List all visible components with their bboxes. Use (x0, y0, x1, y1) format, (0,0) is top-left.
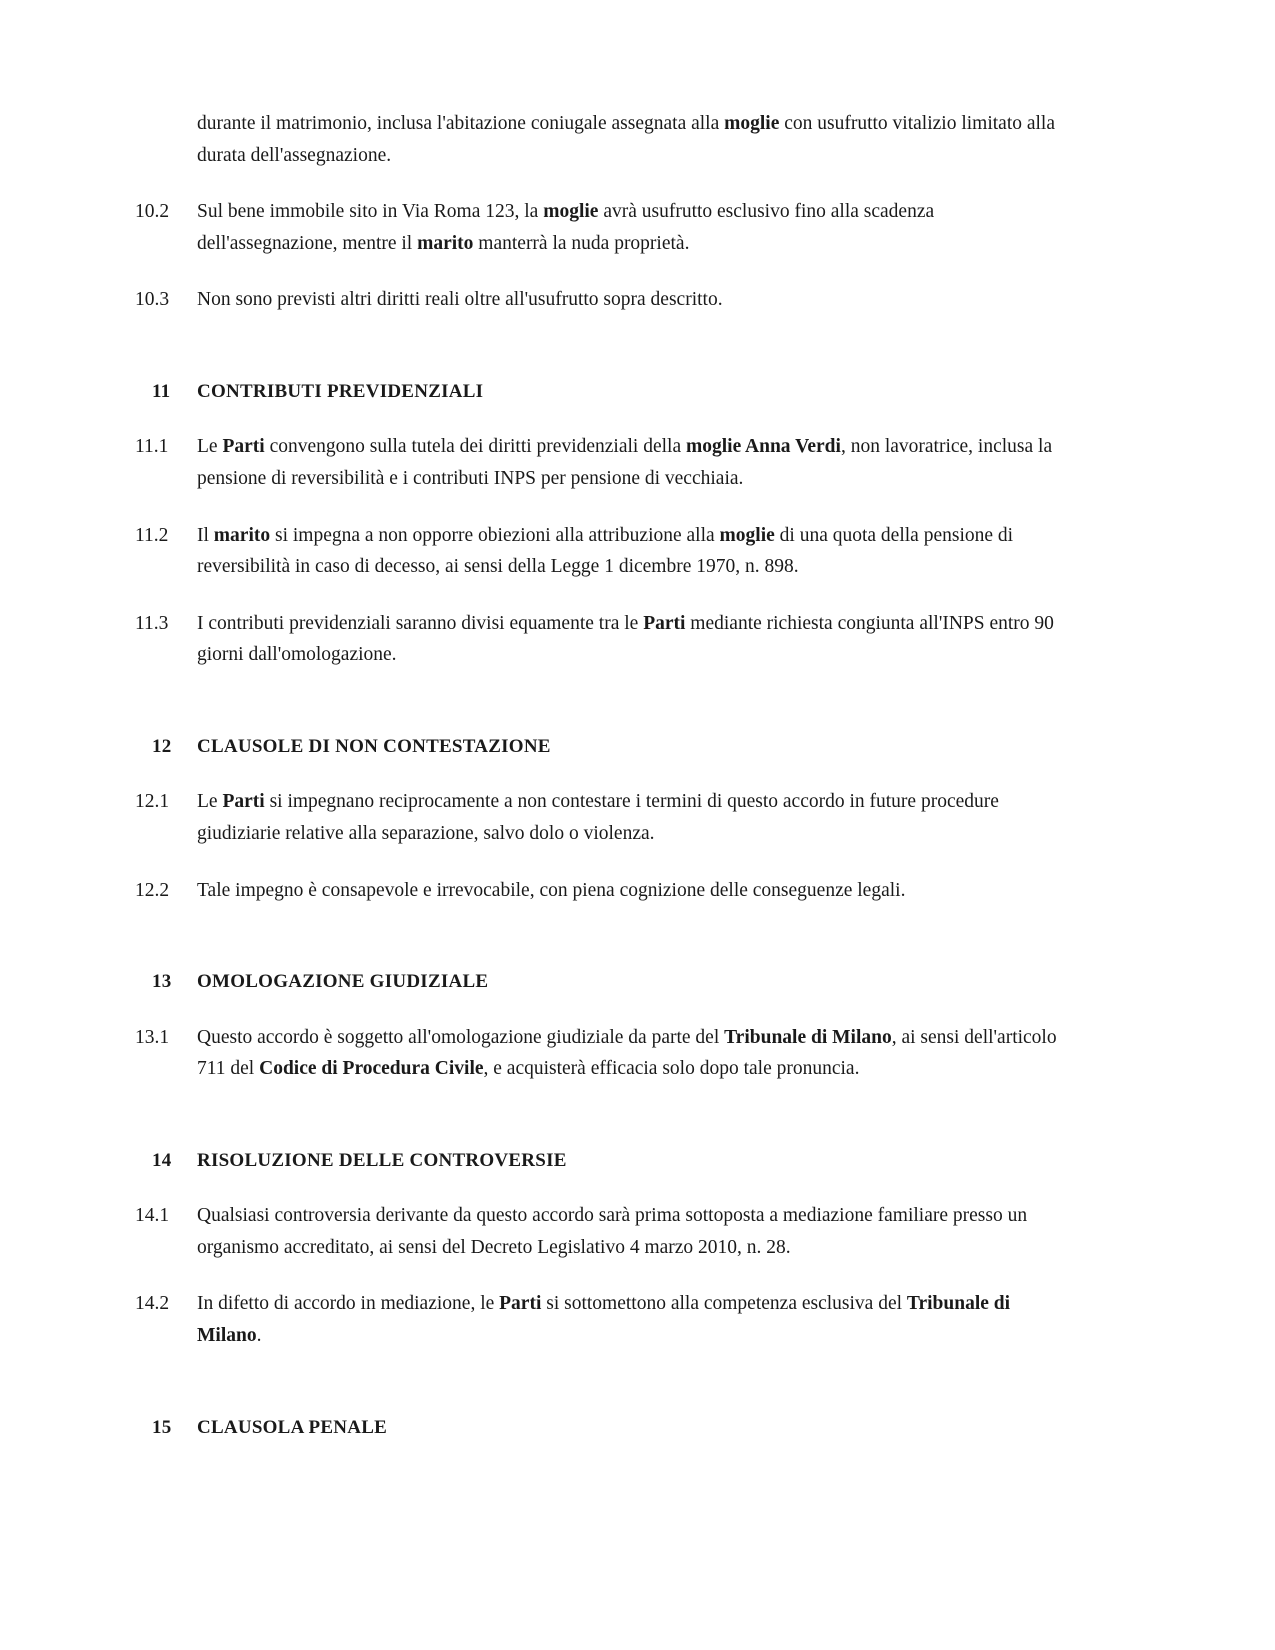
heading-11 (135, 378, 1078, 407)
clause-13-1-text (197, 1022, 1078, 1085)
clause-14-2-run-1-bold: Parti (499, 1293, 542, 1315)
clause-14-2-run-0: In difetto di accordo in mediazione, le (197, 1293, 500, 1315)
clause-10-2-run-0: Sul bene immobile sito in Via Roma 123, la (197, 201, 544, 223)
clause-11-1-text (197, 431, 1078, 494)
clause-11-1-run-3-bold: moglie Anna Verdi (685, 436, 841, 458)
clause-12-2 (135, 875, 1078, 907)
clause-14-2-run-3-bold: Tribunale di Milano (197, 1293, 1011, 1346)
clause-12-1-run-0: Le (197, 791, 223, 813)
clause-13-1 (135, 1022, 1078, 1085)
clause-10-1-continuation-text (197, 108, 1078, 171)
clause-11-1-run-1-bold: Parti (222, 436, 265, 458)
clause-12-2-number: 12.2 (135, 879, 170, 901)
clause-11-1-run-0: Le (197, 436, 223, 458)
clause-11-3-run-1-bold: Parti (643, 612, 686, 634)
clause-14-2 (135, 1288, 1078, 1351)
clause-10-1-continuation-run-1-bold: moglie (724, 113, 780, 134)
clause-12-1 (135, 786, 1078, 849)
clause-11-3 (135, 608, 1078, 671)
heading-15-title: CLAUSOLA PENALE (197, 1416, 388, 1438)
heading-15-number: 15 (152, 1416, 172, 1438)
clause-11-2-run-0: Il (197, 524, 214, 546)
clause-11-3-run-0: I contributi previdenziali saranno divisi equamente tra le (197, 612, 644, 634)
clause-10-3 (135, 284, 1078, 316)
clause-11-2-number: 11.2 (135, 524, 169, 546)
clause-11-1 (135, 431, 1078, 494)
clause-11-2-run-1-bold: marito (213, 524, 271, 546)
clause-11-3-number: 11.3 (135, 612, 169, 634)
clause-10-2-run-1-bold: moglie (543, 201, 599, 223)
clause-12-2-run-0: Tale impegno è consapevole e irrevocabile, con piena cognizione delle conseguenze legali. (197, 879, 906, 901)
clause-11-2 (135, 520, 1078, 583)
heading-15 (135, 1414, 1078, 1443)
clause-10-1-continuation-run-2: con usufrutto vitalizio limitato alla durata dell'assegnazione. (197, 113, 1056, 166)
clause-13-1-run-0: Questo accordo è soggetto all'omologazione giudiziale da parte del (197, 1026, 725, 1048)
heading-13-title: OMOLOGAZIONE GIUDIZIALE (197, 971, 489, 993)
clause-14-2-number: 14.2 (135, 1293, 170, 1315)
clause-11-1-number: 11.1 (135, 436, 169, 458)
clause-11-1-run-2: convengono sulla tutela dei diritti previdenziali della (264, 436, 686, 458)
heading-13-number: 13 (152, 971, 172, 993)
clause-13-1-run-3-bold: Codice di Procedura Civile (259, 1058, 484, 1080)
clause-10-3-number: 10.3 (135, 289, 170, 311)
clause-10-3-run-0: Non sono previsti altri diritti reali oltre all'usufrutto sopra descritto. (197, 289, 723, 311)
heading-13 (135, 968, 1078, 997)
clause-14-1-text (197, 1200, 1078, 1263)
clause-10-2-run-3-bold: marito (417, 232, 474, 254)
heading-12-number: 12 (152, 735, 172, 757)
clause-11-2-run-2: si impegna a non opporre obiezioni alla attribuzione alla (270, 524, 720, 546)
clause-12-1-text (197, 786, 1078, 849)
clause-11-2-text (197, 520, 1078, 583)
clause-14-1-run-0: Qualsiasi controversia derivante da questo accordo sarà prima sottoposta a mediazione familiare presso un organismo accreditato, ai sensi del Decreto Legislativo 4 marzo 2010, n. 28. (197, 1205, 1028, 1258)
clause-10-2-number: 10.2 (135, 201, 170, 223)
heading-11-number: 11 (152, 380, 171, 402)
clause-10-2-run-2: avrà usufrutto esclusivo fino alla scadenza dell'assegnazione, mentre il (197, 201, 935, 254)
clause-12-1-run-1-bold: Parti (222, 791, 265, 813)
clause-10-2-run-4: manterrà la nuda proprietà. (473, 232, 690, 254)
clause-12-1-number: 12.1 (135, 791, 170, 813)
clause-10-1-continuation (135, 108, 1078, 171)
clause-13-1-run-1-bold: Tribunale di Milano (724, 1026, 892, 1048)
clause-14-2-run-4: . (256, 1324, 262, 1346)
heading-12 (135, 733, 1078, 762)
clause-13-1-run-4: , e acquisterà efficacia solo dopo tale pronuncia. (483, 1058, 860, 1080)
clause-13-1-number: 13.1 (135, 1026, 170, 1048)
clause-11-2-run-4: di una quota della pensione di reversibilità in caso di decesso, ai sensi della Legge 1 dicembre 1970, n. 898. (197, 524, 1014, 578)
clause-14-2-text (197, 1288, 1078, 1351)
heading-12-title: CLAUSOLE DI NON CONTESTAZIONE (197, 735, 551, 757)
clause-11-3-text (197, 608, 1078, 671)
clause-10-2 (135, 196, 1078, 259)
clause-12-2-text (197, 875, 1078, 907)
heading-14-title: RISOLUZIONE DELLE CONTROVERSIE (197, 1149, 567, 1171)
clause-11-2-run-3-bold: moglie (719, 524, 775, 546)
clause-10-3-text (197, 284, 1078, 316)
clause-11-3-run-2: mediante richiesta congiunta all'INPS entro 90 giorni dall'omologazione. (197, 612, 1054, 666)
clause-14-1-number: 14.1 (135, 1205, 170, 1227)
clause-14-1 (135, 1200, 1078, 1263)
clause-12-1-run-2: si impegnano reciprocamente a non contestare i termini di questo accordo in future procedure giudiziarie relative alla separazione, salvo dolo o violenza. (197, 791, 999, 844)
heading-14 (135, 1147, 1078, 1176)
clause-14-2-run-2: si sottomettono alla competenza esclusiva del (541, 1293, 907, 1315)
heading-11-title: CONTRIBUTI PREVIDENZIALI (197, 380, 484, 402)
heading-14-number: 14 (152, 1149, 172, 1171)
clause-10-1-continuation-run-0: durante il matrimonio, inclusa l'abitazione coniugale assegnata alla (197, 113, 725, 134)
clause-10-2-text (197, 196, 1078, 259)
clause-11-1-run-4: , non lavoratrice, inclusa la pensione di reversibilità e i contributi INPS per pensione di vecchiaia. (197, 436, 1053, 489)
clause-13-1-run-2: , ai sensi dell'articolo 711 del (197, 1026, 1057, 1080)
